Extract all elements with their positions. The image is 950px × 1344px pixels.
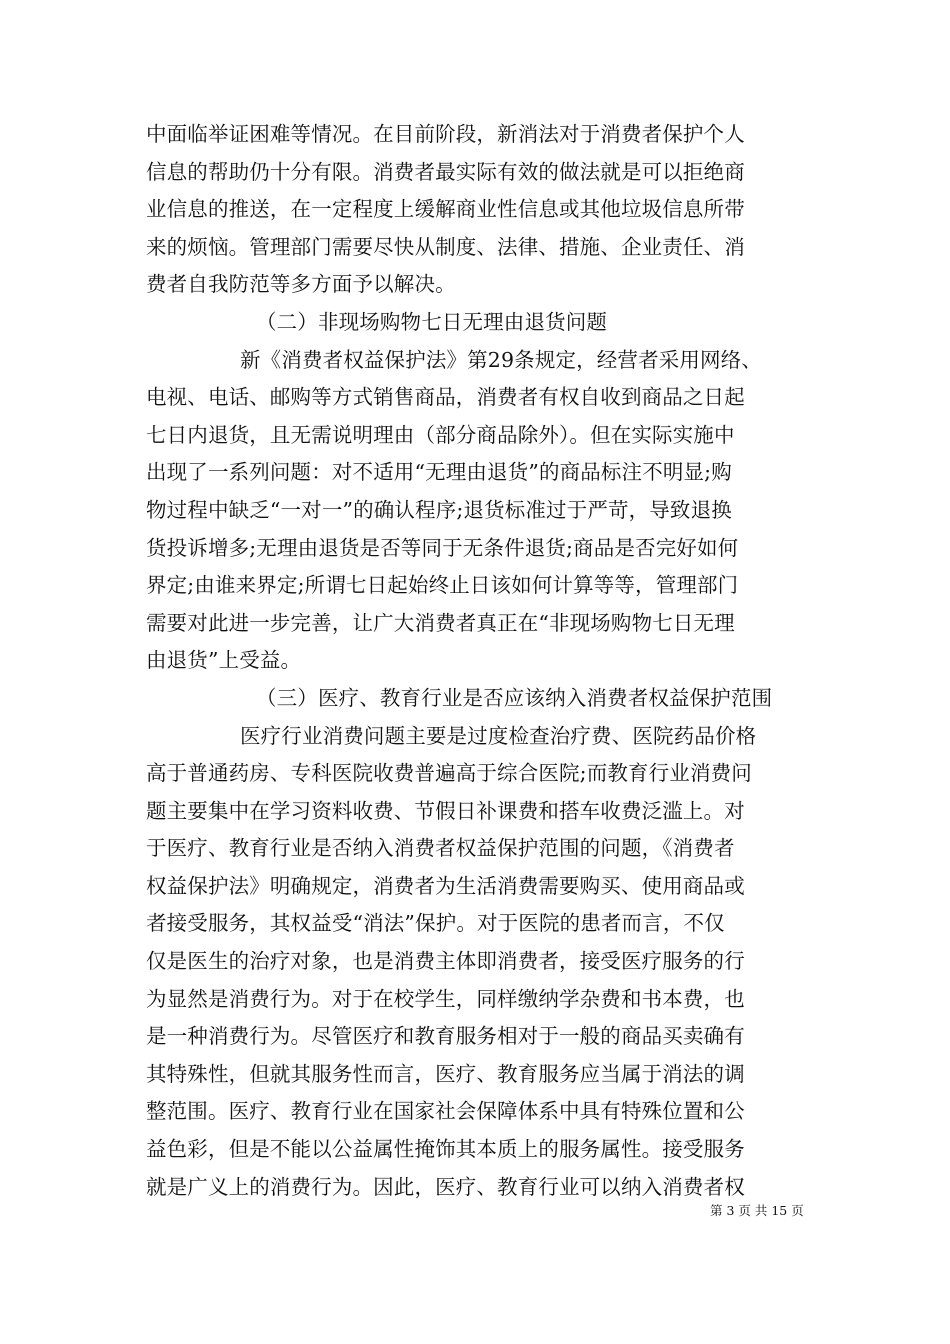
text-line: 仅是医生的治疗对象，也是消费主体即消费者，接受医疗服务的行 — [146, 949, 745, 974]
section-heading-2: （二）非现场购物七日无理由退货问题 — [256, 309, 608, 334]
body-text — [146, 116, 806, 1206]
text-line: 题主要集中在学习资料收费、节假日补课费和搭车收费泛滥上。对 — [146, 798, 745, 823]
text-line: 货投诉增多;无理由退货是否等同于无条件退货;商品是否完好如何 — [146, 535, 739, 560]
text-line: 中面临举证困难等情况。在目前阶段，新消法对于消费者保护个人 — [146, 122, 745, 146]
text-line: 者接受服务，其权益受“消法”保护。对于医院的患者而言，不仅 — [146, 911, 725, 936]
text-line: 为显然是消费行为。对于在校学生，同样缴纳学杂费和书本费，也 — [146, 986, 745, 1011]
text-line: 物过程中缺乏“一对一”的确认程序;退货标准过于严苛，导致退换 — [146, 497, 732, 522]
text-line: 医疗行业消费问题主要是过度检查治疗费、医院药品价格 — [240, 723, 757, 748]
text-line: 新《消费者权益保护法》第29条规定，经营者采用网络、 — [240, 347, 762, 372]
text-line: 电视、电话、邮购等方式销售商品，消费者有权自收到商品之日起 — [146, 385, 745, 410]
text-line: 其特殊性，但就其服务性而言，医疗、教育服务应当属于消法的调 — [146, 1061, 745, 1086]
text-line: 七日内退货，且无需说明理由（部分商品除外）。但在实际实施中 — [146, 422, 735, 447]
text-line: 益色彩，但是不能以公益属性掩饰其本质上的服务属性。接受服务 — [146, 1137, 745, 1162]
text-line: 由退货”上受益。 — [146, 648, 302, 673]
text-line: 就是广义上的消费行为。因此，医疗、教育行业可以纳入消费者权 — [146, 1174, 745, 1199]
text-line: 出现了一系列问题：对不适用“无理由退货”的商品标注不明显;购 — [146, 460, 732, 485]
text-line: 需要对此进一步完善，让广大消费者真正在“非现场购物七日无理 — [146, 610, 735, 635]
text-line: 高于普通药房、专科医院收费普遍高于综合医院;而教育行业消费问 — [146, 761, 752, 786]
text-line: 界定;由谁来界定;所谓七日起始终止日该如何计算等等，管理部门 — [146, 573, 739, 598]
text-line: 业信息的推送，在一定程度上缓解商业性信息或其他垃圾信息所带 — [146, 197, 745, 222]
text-line: 整范围。医疗、教育行业在国家社会保障体系中具有特殊位置和公 — [146, 1099, 745, 1124]
text-line: 费者自我防范等多方面予以解决。 — [146, 272, 456, 297]
text-line: 信息的帮助仍十分有限。消费者最实际有效的做法就是可以拒绝商 — [146, 159, 745, 184]
text-line: 是一种消费行为。尽管医疗和教育服务相对于一般的商品买卖确有 — [146, 1024, 745, 1049]
text-line: 来的烦恼。管理部门需要尽快从制度、法律、措施、企业责任、消 — [146, 234, 745, 259]
text-line: 于医疗、教育行业是否纳入消费者权益保护范围的问题，《消费者 — [146, 836, 735, 861]
section-heading-3: （三）医疗、教育行业是否应该纳入消费者权益保护范围 — [256, 685, 773, 710]
page-number: 第 3 页 共 15 页 — [710, 1203, 804, 1218]
text-line: 权益保护法》明确规定，消费者为生活消费需要购买、使用商品或 — [146, 873, 745, 898]
